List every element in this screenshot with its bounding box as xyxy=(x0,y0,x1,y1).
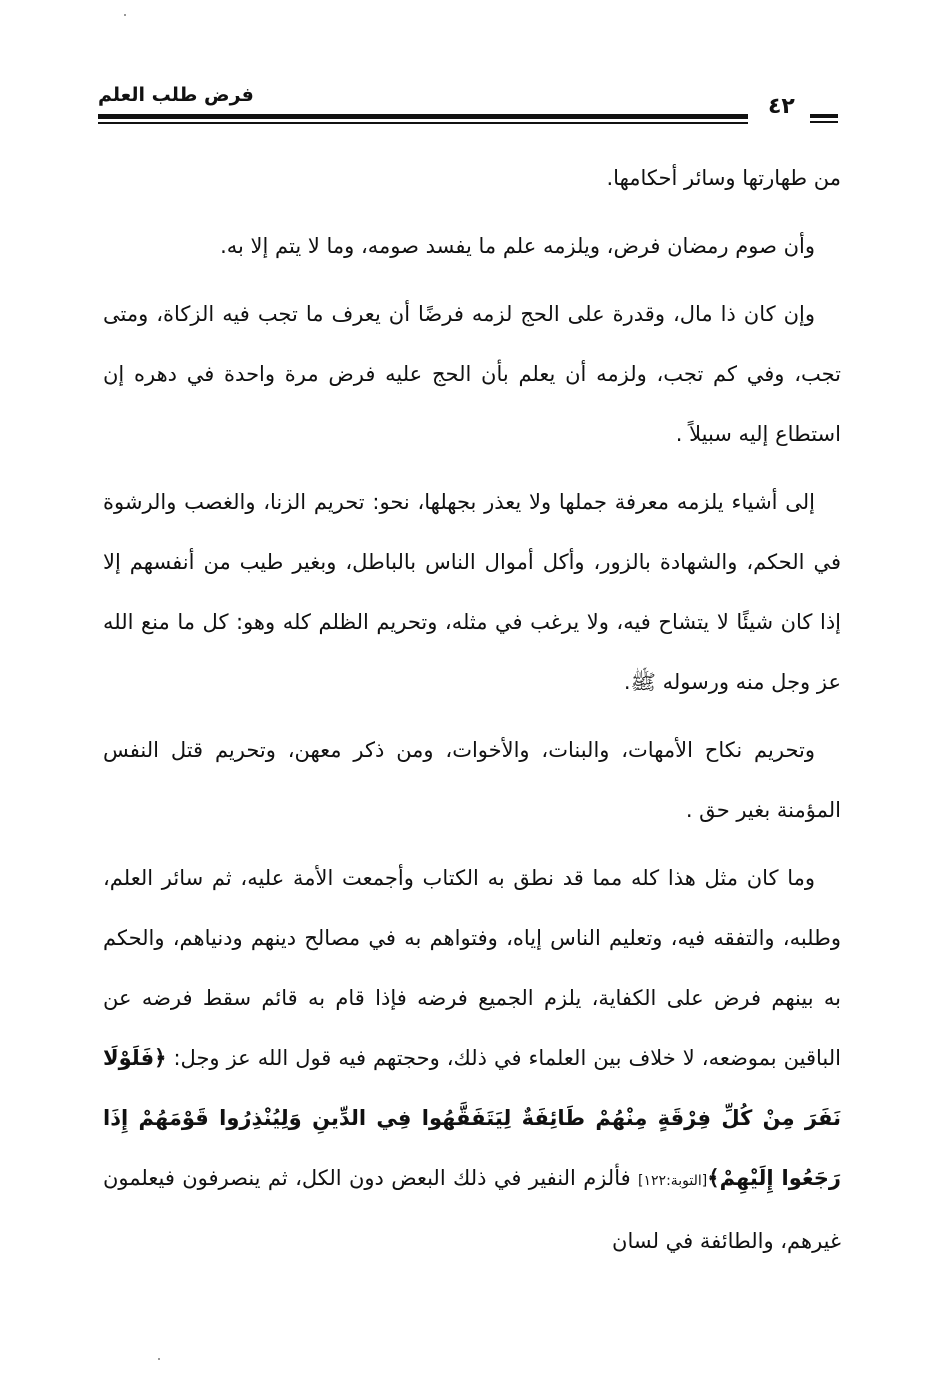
header-rule-thin xyxy=(98,122,748,124)
scan-speck xyxy=(124,14,126,16)
paragraph-text: فألزم النفير في ذلك البعض دون الكل، ثم ينصرفون فيعلمون غيرهم، والطائفة في لسان xyxy=(103,1166,841,1253)
paragraph: إلى أشياء يلزمه معرفة جملها ولا يعذر بجهلها، نحو: تحريم الزنا، والغصب والرشوة في الحكم، والشهادة بالزور، وأكل أموال الناس بالباطل، وبغير طيب من أنفسهم إلا إذا كان شيئًا لا يتشاح فيه، ولا يرغب في مثله، وتحريم الظلم كله وهو: كل ما منع الله عز وجل منه ورسوله ﷺ. xyxy=(103,490,841,694)
quran-quote: ﴿فَلَوْلَا نَفَرَ مِنْ كُلِّ فِرْقَةٍ مِنْهُمْ طَائِفَةٌ لِيَتَفَقَّهُوا فِي الدِّينِ وَلِيُنْذِرُوا قَوْمَهُمْ إِذَا رَجَعُوا إِلَيْهِمْ﴾ xyxy=(103,1046,841,1190)
page-number-dash-thin xyxy=(810,121,838,123)
book-title: فرض طلب العلم xyxy=(98,84,254,106)
page-number-dash xyxy=(810,114,838,118)
paragraph-with-quran-quote xyxy=(103,848,841,1271)
page-number: ٤٢ xyxy=(768,94,795,119)
paragraph-text: وما كان مثل هذا كله مما قد نطق به الكتاب وأجمعت الأمة عليه، ثم سائر العلم، وطلبه، والتفقه فيه، وتعليم الناس إياه، وفتواهم به في مصالح دينهم ودنياهم، والحكم به بينهم فرض على الكفاية، يلزم الجميع فرضه فإذا قام به قائم سقط فرضه عن الباقين بموضعه، لا خلاف بين العلماء في ذلك، وحجتهم فيه قول الله عز وجل: xyxy=(103,866,841,1070)
header-rule-thick xyxy=(98,114,748,119)
paragraph: وإن كان ذا مال، وقدرة على الحج لزمه فرضًا أن يعرف ما تجب فيه الزكاة، ومتى تجب، وفي كم تجب، ولزمه أن يعلم بأن الحج عليه فرض مرة واحدة في دهره إن استطاع إليه سبيلاً . xyxy=(103,302,841,446)
paragraph: وأن صوم رمضان فرض، ويلزمه علم ما يفسد صومه، وما لا يتم إلا به. xyxy=(220,234,815,258)
paragraph: من طهارتها وسائر أحكامها. xyxy=(606,166,841,190)
quran-reference: [التوبة:١٢٢] xyxy=(638,1173,708,1189)
main-text xyxy=(103,148,841,1279)
scan-speck xyxy=(158,1358,160,1360)
paragraph: وتحريم نكاح الأمهات، والبنات، والأخوات، ومن ذكر معهن، وتحريم قتل النفس المؤمنة بغير حق . xyxy=(103,738,841,822)
